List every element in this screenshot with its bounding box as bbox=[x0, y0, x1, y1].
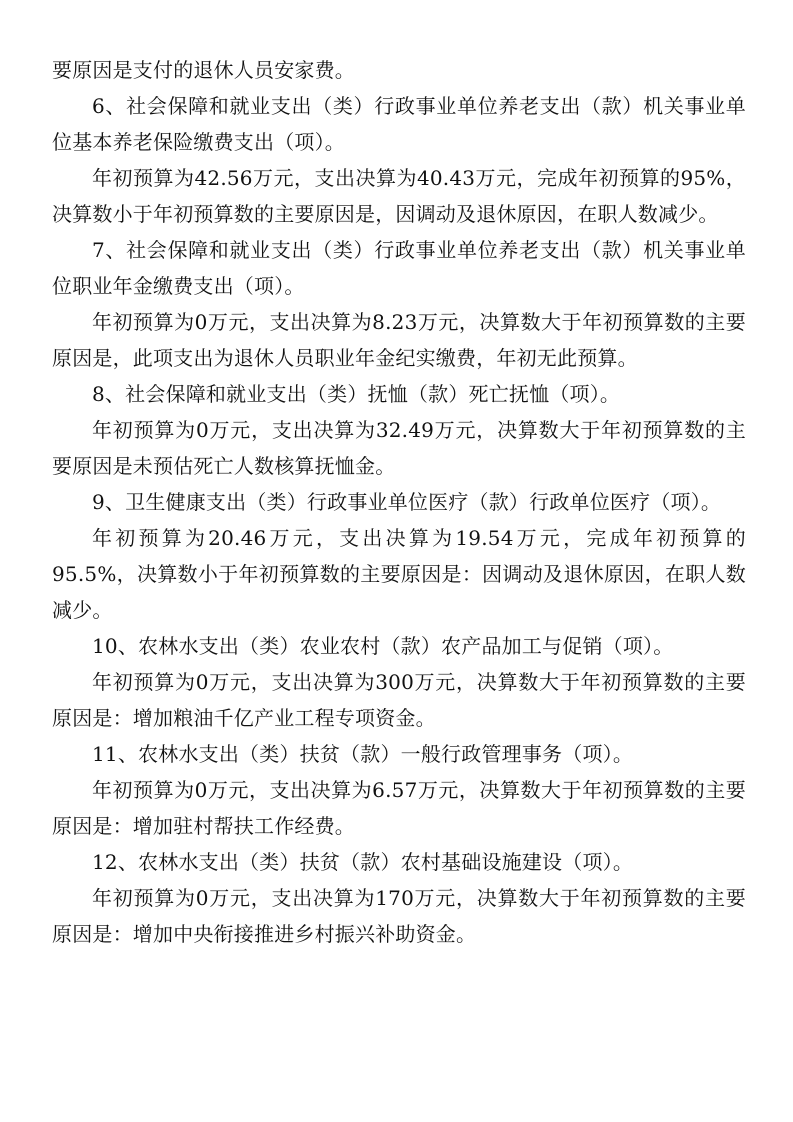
document-body bbox=[52, 52, 746, 952]
paragraph-item-8-detail: 年初预算为0万元，支出决算为32.49万元，决算数大于年初预算数的主要原因是未预估死亡人数核算抚恤金。 bbox=[52, 418, 746, 478]
paragraph-item-6-heading: 6、社会保障和就业支出（类）行政事业单位养老支出（款）机关事业单位基本养老保险缴费支出（项）。 bbox=[52, 94, 746, 154]
paragraph-item-8-heading: 8、社会保障和就业支出（类）抚恤（款）死亡抚恤（项）。 bbox=[92, 382, 621, 406]
paragraph-item-11-heading: 11、农林水支出（类）扶贫（款）一般行政管理事务（项）。 bbox=[92, 742, 634, 766]
paragraph-item-6-detail: 年初预算为42.56万元，支出决算为40.43万元，完成年初预算的95%，决算数小于年初预算数的主要原因是，因调动及退休原因，在职人数减少。 bbox=[52, 166, 746, 226]
paragraph-item-7-heading: 7、社会保障和就业支出（类）行政事业单位养老支出（款）机关事业单位职业年金缴费支出（项）。 bbox=[52, 238, 746, 298]
paragraph-item-7-detail: 年初预算为0万元，支出决算为8.23万元，决算数大于年初预算数的主要原因是，此项支出为退休人员职业年金纪实缴费，年初无此预算。 bbox=[52, 310, 746, 370]
paragraph-item-10-detail: 年初预算为0万元，支出决算为300万元，决算数大于年初预算数的主要原因是：增加粮油千亿产业工程专项资金。 bbox=[52, 670, 746, 730]
paragraph-continuation: 要原因是支付的退休人员安家费。 bbox=[52, 58, 355, 82]
paragraph-item-12-detail: 年初预算为0万元，支出决算为170万元，决算数大于年初预算数的主要原因是：增加中央衔接推进乡村振兴补助资金。 bbox=[52, 886, 746, 946]
paragraph-item-10-heading: 10、农林水支出（类）农业农村（款）农产品加工与促销（项）。 bbox=[92, 634, 674, 658]
paragraph-item-11-detail: 年初预算为0万元，支出决算为6.57万元，决算数大于年初预算数的主要原因是：增加驻村帮扶工作经费。 bbox=[52, 778, 746, 838]
paragraph-item-12-heading: 12、农林水支出（类）扶贫（款）农村基础设施建设（项）。 bbox=[92, 850, 634, 874]
paragraph-item-9-detail: 年初预算为20.46万元，支出决算为19.54万元，完成年初预算的95.5%，决算数小于年初预算数的主要原因是：因调动及退休原因，在职人数减少。 bbox=[52, 526, 746, 622]
paragraph-item-9-heading: 9、卫生健康支出（类）行政事业单位医疗（款）行政单位医疗（项）。 bbox=[92, 490, 722, 514]
